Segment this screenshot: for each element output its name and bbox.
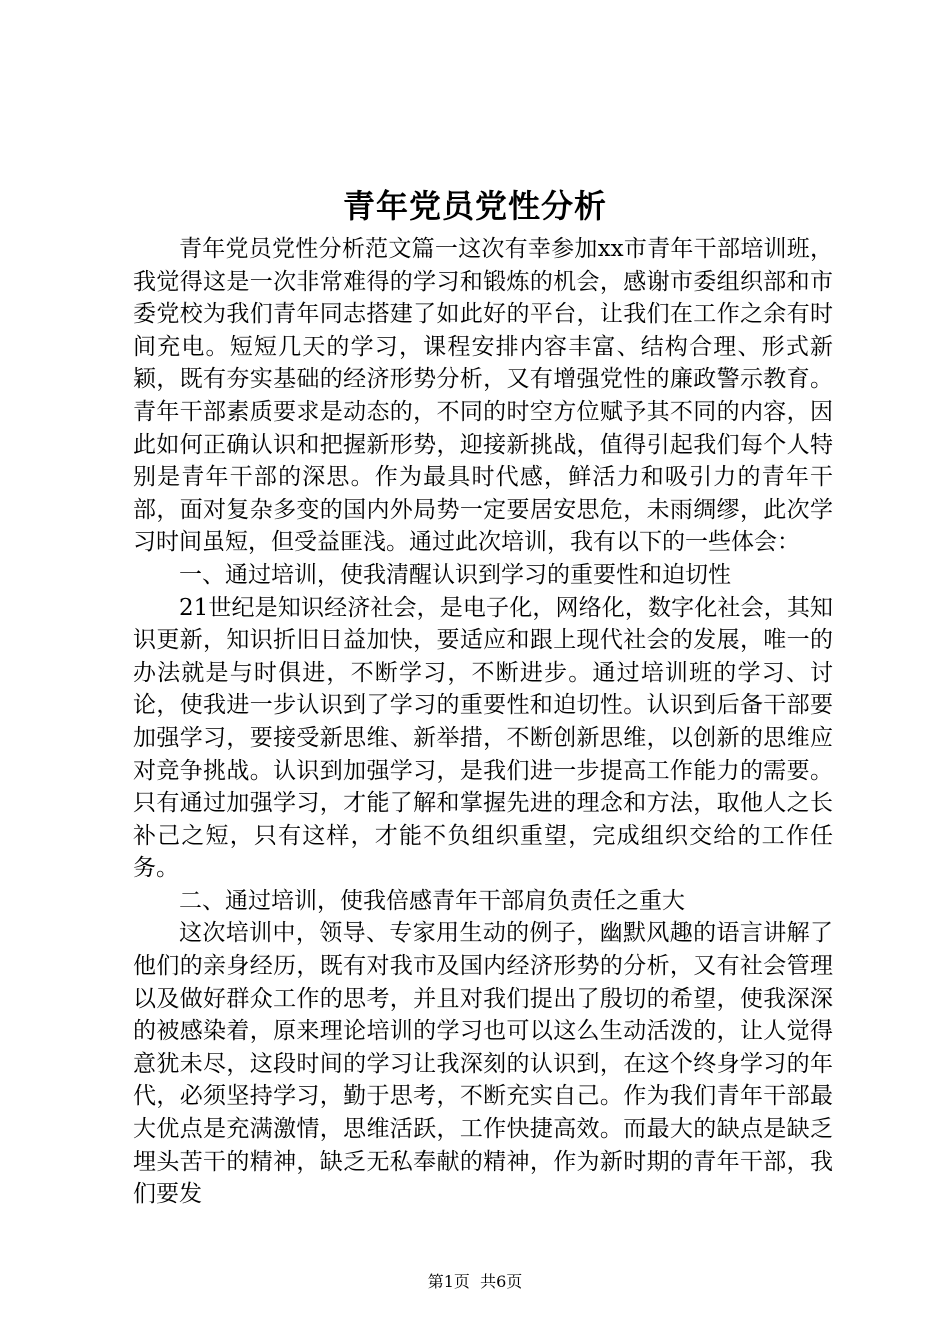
section-heading-1: 一、通过培训，使我清醒认识到学习的重要性和迫切性 xyxy=(179,561,731,588)
section-paragraph-2: 这次培训中，领导、专家用生动的例子，幽默风趣的语言讲解了他们的亲身经历，既有对我市及国内经济形势的分析，又有社会管理以及做好群众工作的思考，并且对我们提出了殷切的希望，使我深深的被感染着，原来理论培训的学习也可以这么生动活泼的，让人觉得意犹未尽，这段时间的学习让我深刻的认识到，在这个终身学习的年代，必须坚持学习，勤于思考，不断充实自己。作为我们青年干部最大优点是充满激情，思维活跃，工作快捷高效。而最大的缺点是缺乏埋头苦干的精神，缺乏无私奉献的精神，作为新时期的青年干部，我们要发 xyxy=(133,920,833,1208)
footer-spacer xyxy=(470,1272,480,1291)
page-total: 共6页 xyxy=(480,1272,523,1291)
intro-paragraph: 青年党员党性分析范文篇一这次有幸参加xx市青年干部培训班，我觉得这是一次非常难得的学习和锻炼的机会，感谢市委组织部和市委党校为我们青年同志搭建了如此好的平台，让我们在工作之余有时间充电。短短几天的学习，课程安排内容丰富、结构合理、形式新颖，既有夯实基础的经济形势分析，又有增强党性的廉政警示教育。青年干部素质要求是动态的，不同的时空方位赋予其不同的内容，因此如何正确认识和把握新形势，迎接新挑战，值得引起我们每个人特别是青年干部的深思。作为最具时代感，鲜活力和吸引力的青年干部，面对复杂多变的国内外局势一定要居安思危，未雨绸缪，此次学习时间虽短，但受益匪浅。通过此次培训，我有以下的一些体会： xyxy=(133,236,833,556)
document-title: 青年党员党性分析 xyxy=(342,187,607,225)
section-paragraph-1: 21世纪是知识经济社会，是电子化，网络化，数字化社会，其知识更新，知识折旧日益加快，要适应和跟上现代社会的发展，唯一的办法就是与时俱进，不断学习，不断进步。通过培训班的学习、讨论，使我进一步认识到了学习的重要性和迫切性。认识到后备干部要加强学习，要接受新思维、新举措，不断创新思维，以创新的思维应对竞争挑战。认识到加强学习，是我们进一步提高工作能力的需要。只有通过加强学习，才能了解和掌握先进的理念和方法，取他人之长补己之短，只有这样，才能不负组织重望，完成组织交给的工作任务。 xyxy=(133,594,833,882)
section-heading-2: 二、通过培训，使我倍感青年干部肩负责任之重大 xyxy=(179,887,685,914)
document-body xyxy=(133,233,833,1211)
page-number: 第1页 xyxy=(427,1272,470,1291)
page-footer xyxy=(0,1272,950,1292)
